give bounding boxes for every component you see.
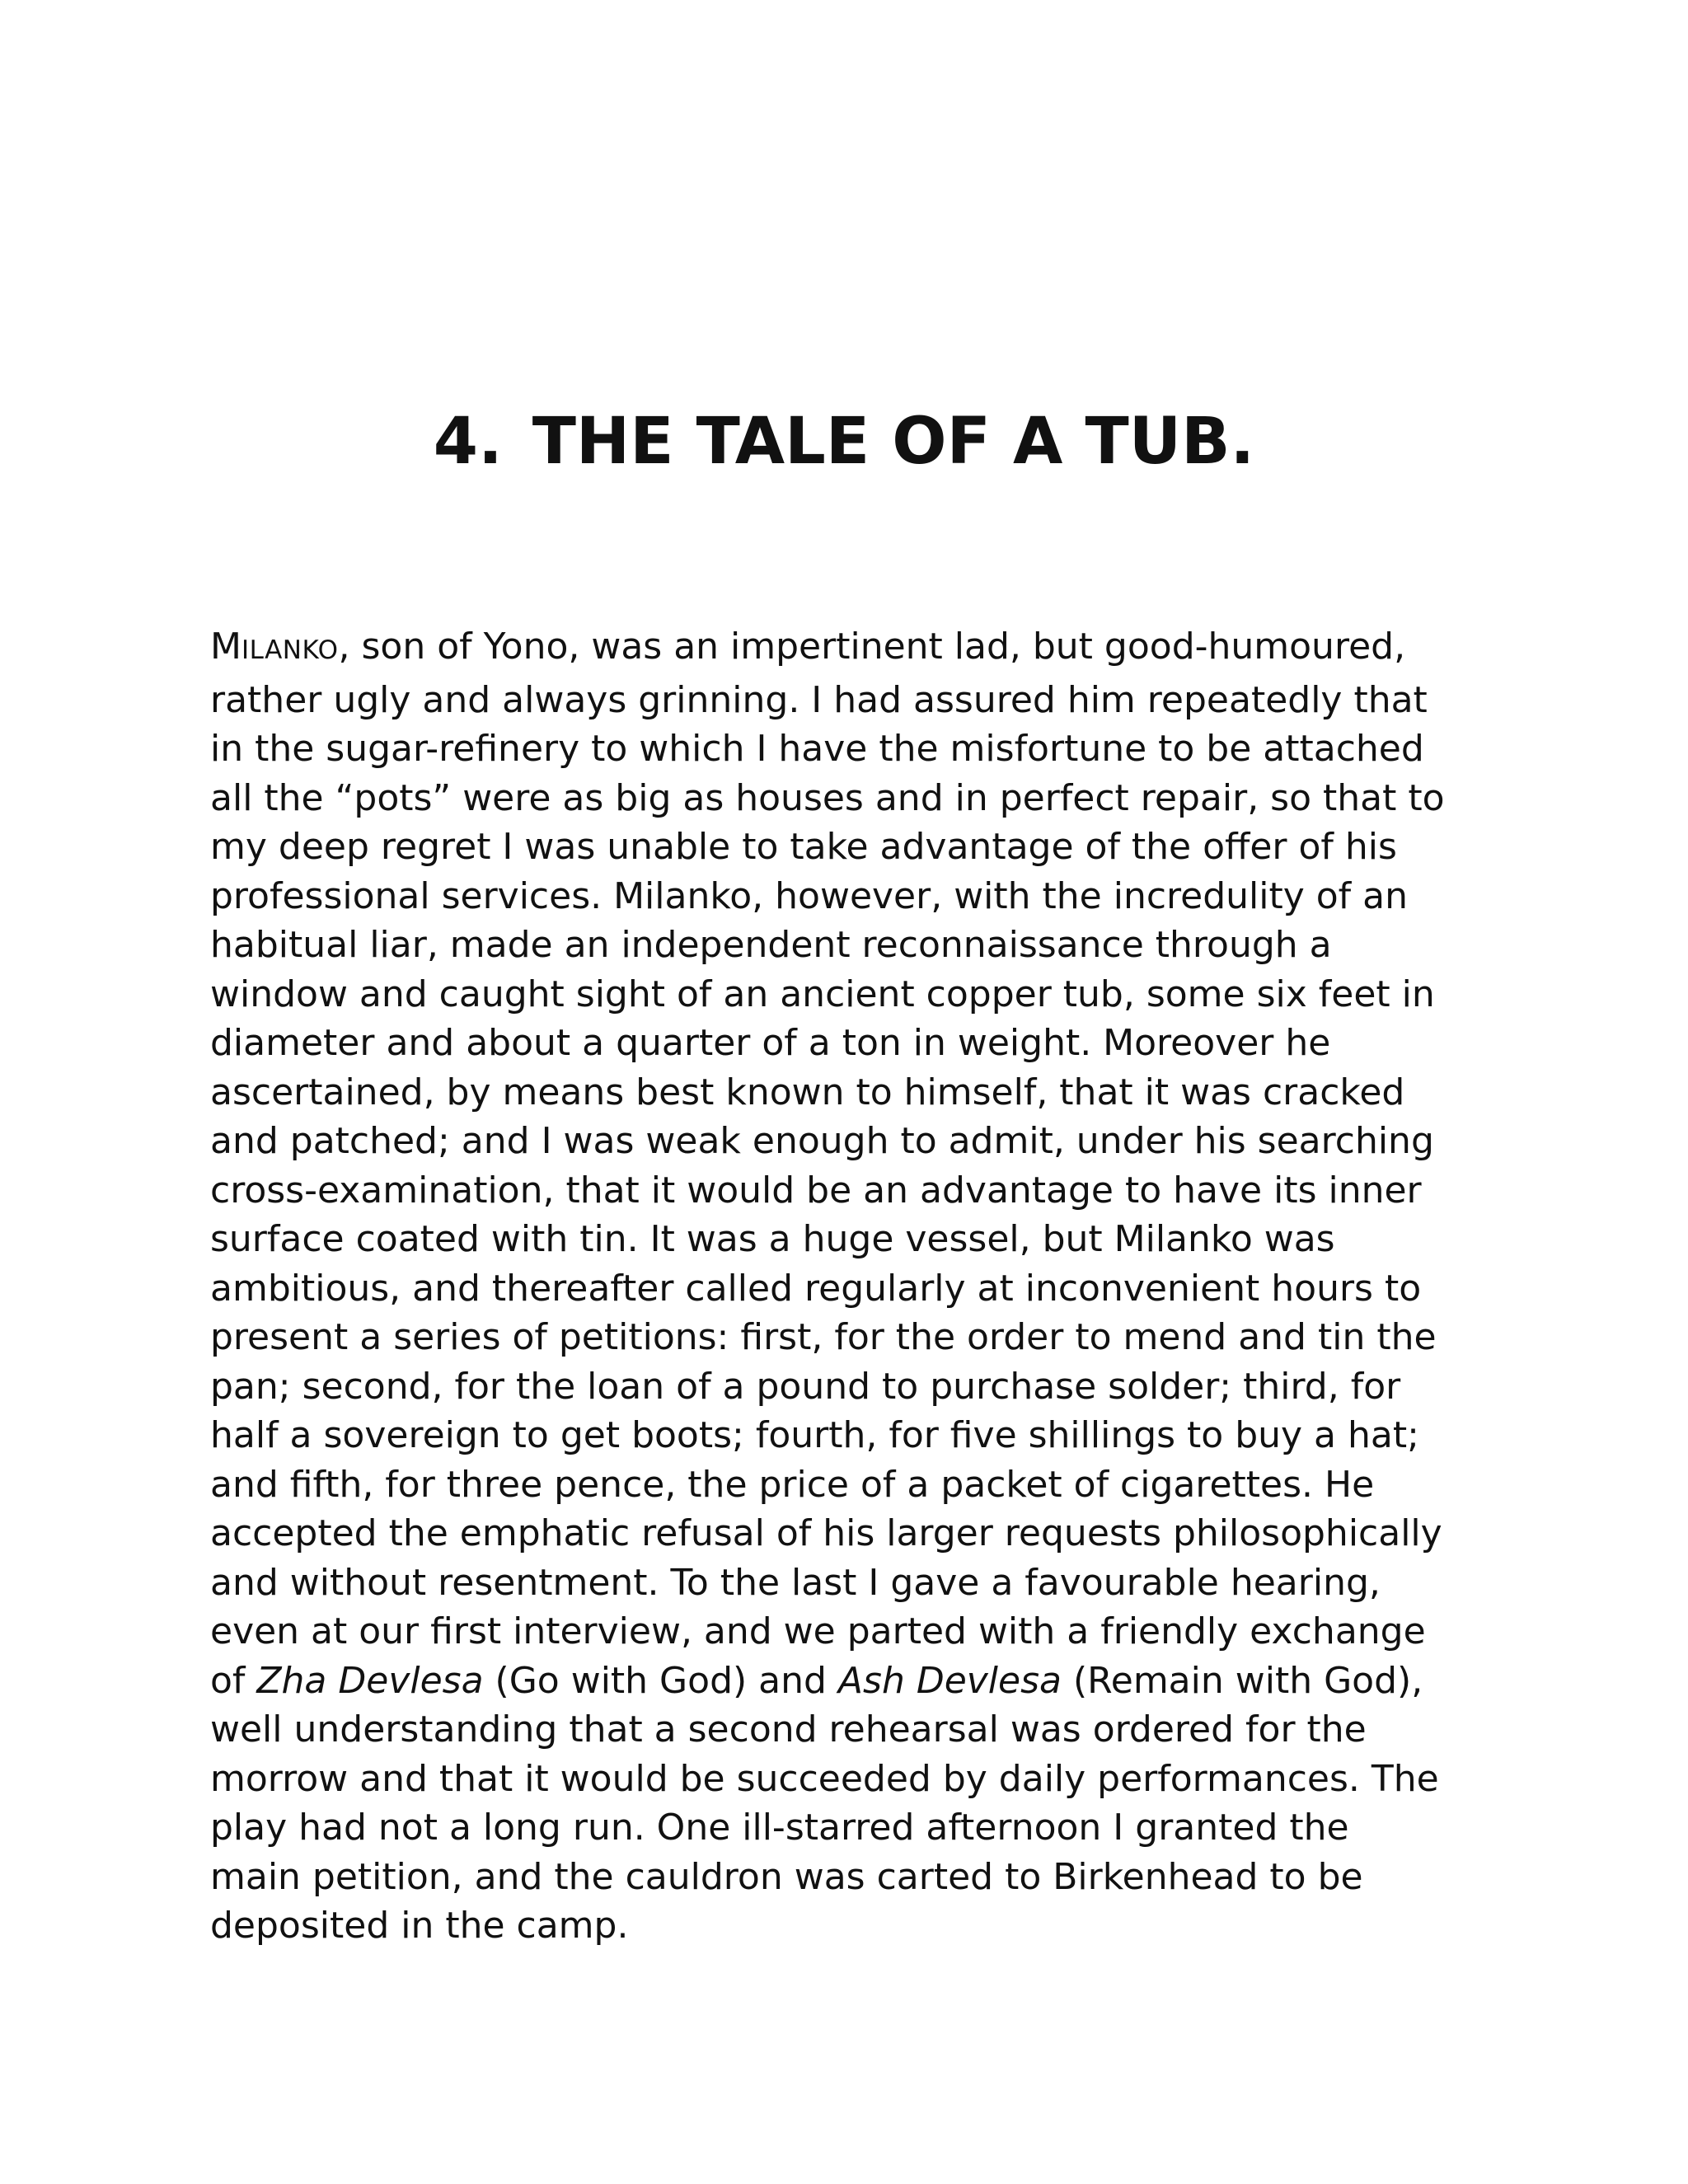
text-line: habitual liar, made an independent reconnaissance through a	[210, 924, 1332, 966]
text-line	[210, 1657, 1529, 1706]
text-line: surface coated with tin. It was a huge vessel, but Milanko was	[210, 1218, 1335, 1260]
chapter-number: 4.	[433, 405, 503, 479]
text-line: professional services. Milanko, however, with the incredulity of an	[210, 874, 1409, 917]
text-line: ascertained, by means best known to himself, that it was cracked	[210, 1071, 1405, 1113]
text-line: play had not a long run. One ill-starred afternoon I granted the	[210, 1807, 1349, 1849]
text-line: all the “pots” were as big as houses and in perfect repair, so that to	[210, 776, 1445, 819]
text-line: deposited in the camp.	[210, 1905, 629, 1947]
text-line-content: , son of Yono, was an impertinent lad, but good-humoured,	[338, 626, 1406, 668]
text-line: cross-examination, that it would be an advantage to have its inner	[210, 1169, 1422, 1212]
text-line: accepted the emphatic refusal of his larger requests philosophically	[210, 1512, 1442, 1554]
text-line: even at our first interview, and we parted with a friendly exchange	[210, 1610, 1426, 1652]
text-line: in the sugar-refinery to which I have the misfortune to be attached	[210, 728, 1424, 770]
chapter-title-text: THE TALE OF A TUB.	[532, 405, 1255, 479]
text-line: pan; second, for the loan of a pound to purchase solder; third, for	[210, 1365, 1401, 1408]
italic-phrase: Ash Devlesa	[837, 1659, 1062, 1702]
italic-phrase: Zha Devlesa	[256, 1659, 484, 1702]
chapter-title	[0, 401, 1688, 483]
text-line: main petition, and the cauldron was carted to Birkenhead to be	[210, 1855, 1363, 1898]
text-line: ambitious, and thereafter called regularly at inconvenient hours to	[210, 1267, 1422, 1310]
dropword-first-letter: M	[210, 626, 241, 668]
text-line	[210, 622, 1529, 676]
text-line: and without resentment. To the last I gave a favourable hearing,	[210, 1561, 1381, 1604]
text-line: morrow and that it would be succeeded by daily performances. The	[210, 1757, 1439, 1800]
text-line: half a sovereign to get boots; fourth, for five shillings to buy a hat;	[210, 1414, 1419, 1456]
text-line: well understanding that a second rehearsal was ordered for the	[210, 1708, 1367, 1750]
dropword-small-caps: ILANKO	[241, 635, 339, 665]
text-line: rather ugly and always grinning. I had assured him repeatedly that	[210, 678, 1428, 721]
text-line: and fifth, for three pence, the price of a packet of cigarettes. He	[210, 1463, 1375, 1506]
text-line: my deep regret I was unable to take advantage of the offer of his	[210, 826, 1397, 868]
text-segment: (Remain with God),	[1062, 1659, 1423, 1702]
text-line: window and caught sight of an ancient copper tub, some six feet in	[210, 972, 1435, 1015]
text-line: present a series of petitions: first, for the order to mend and tin the	[210, 1316, 1437, 1358]
text-line: and patched; and I was weak enough to admit, under his searching	[210, 1120, 1434, 1162]
text-line: diameter and about a quarter of a ton in weight. Moreover he	[210, 1022, 1331, 1064]
body-paragraph	[210, 622, 1529, 1951]
text-segment: of	[210, 1659, 257, 1702]
text-segment: (Go with God) and	[483, 1659, 838, 1702]
